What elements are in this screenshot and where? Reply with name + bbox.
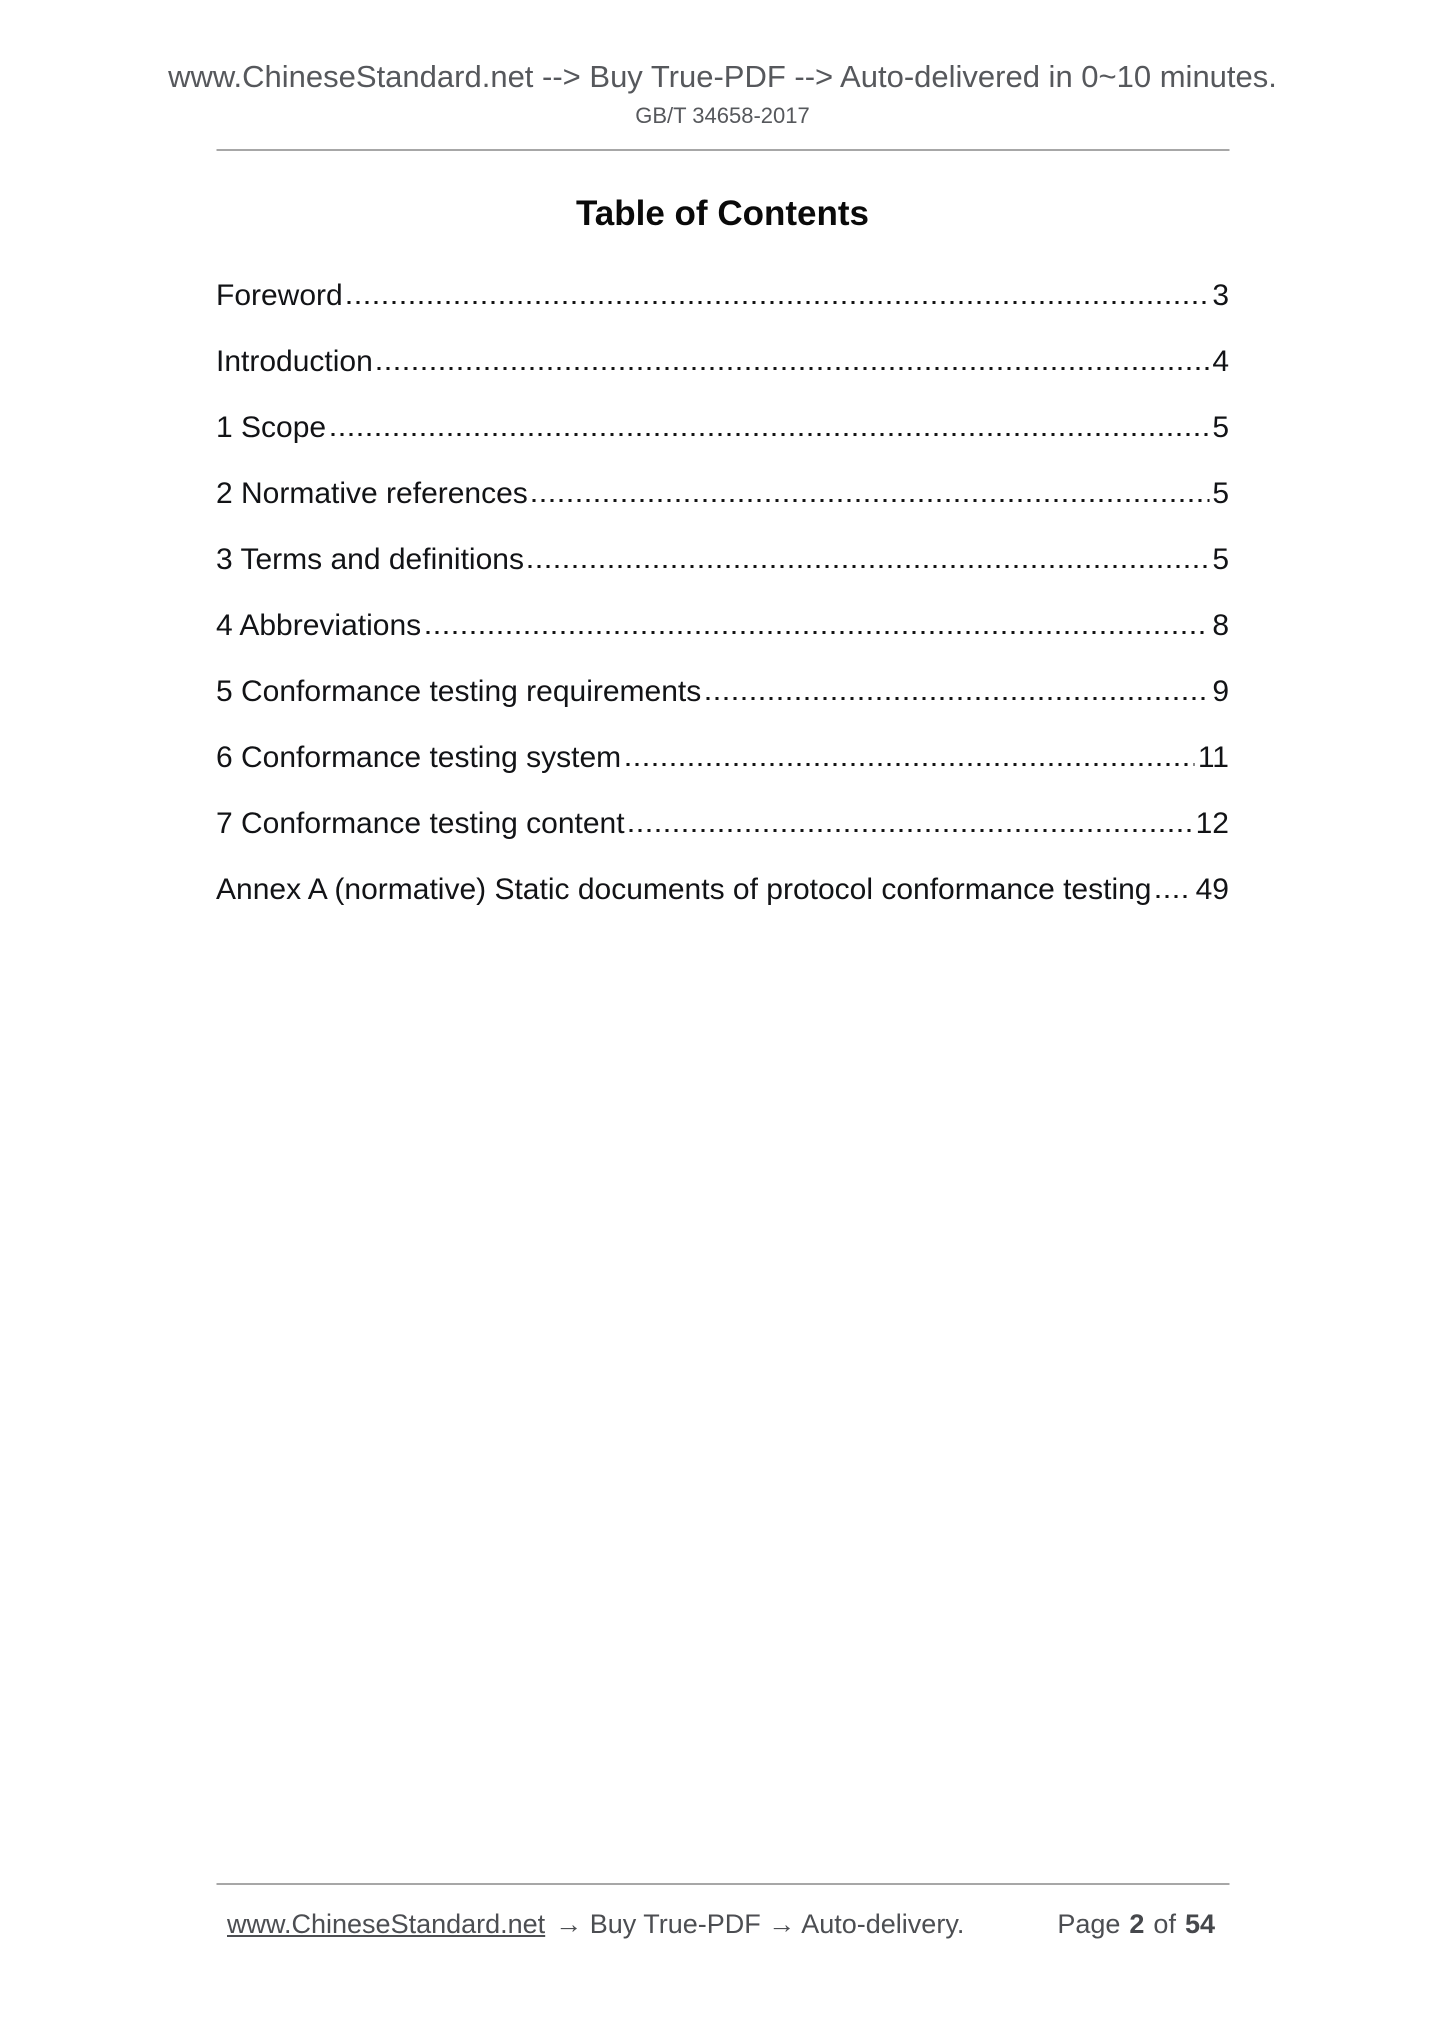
toc-entry	[216, 791, 1229, 857]
toc-entry-label: 3 Terms and definitions	[216, 543, 524, 576]
toc-entry-page: 5	[1212, 411, 1229, 444]
dot-leader	[331, 433, 1209, 436]
page-title: Table of Contents	[576, 194, 869, 233]
toc-entry	[216, 263, 1229, 329]
footer-left	[216, 1907, 964, 1941]
toc-entry	[216, 725, 1229, 791]
toc-entry-page: 8	[1212, 609, 1229, 642]
of-word: of	[1153, 1909, 1176, 1939]
toc-entry-page: 9	[1212, 675, 1229, 708]
dot-leader	[626, 763, 1195, 766]
toc-entry	[216, 659, 1229, 725]
toc-entry-page: 4	[1212, 345, 1229, 378]
current-page-number: 2	[1129, 1909, 1145, 1939]
toc-entry	[216, 593, 1229, 659]
dot-leader	[630, 829, 1193, 832]
dot-leader	[378, 367, 1210, 370]
toc-entry-label: 5 Conformance testing requirements	[216, 675, 702, 708]
footer-website-link[interactable]: www.ChineseStandard.net	[227, 1909, 546, 1939]
toc-entry	[216, 527, 1229, 593]
toc-entry	[216, 857, 1229, 923]
dot-leader	[426, 631, 1209, 634]
toc-entry-page: 11	[1197, 741, 1229, 774]
table-of-contents	[216, 263, 1229, 923]
page-indicator	[1057, 1907, 1229, 1941]
toc-entry-label: 2 Normative references	[216, 477, 528, 510]
dot-leader	[529, 565, 1209, 568]
total-page-count: 54	[1184, 1909, 1215, 1939]
toc-entry-page: 3	[1212, 279, 1229, 312]
dot-leader	[1156, 895, 1192, 898]
toc-entry-label: 4 Abbreviations	[216, 609, 422, 642]
toc-entry	[216, 329, 1229, 395]
footer	[216, 1907, 1229, 1941]
page-word: Page	[1057, 1909, 1121, 1939]
toc-entry-page: 5	[1212, 477, 1229, 510]
toc-entry-label: Foreword	[216, 279, 343, 312]
toc-entry	[216, 461, 1229, 527]
toc-entry-label: 7 Conformance testing content	[216, 807, 625, 840]
toc-entry-label: Introduction	[216, 345, 373, 378]
document-number: GB/T 34658-2017	[635, 103, 810, 128]
footer-tagline: → Buy True-PDF → Auto-delivery.	[555, 1909, 965, 1939]
dot-leader	[348, 301, 1210, 304]
dot-leader	[533, 499, 1210, 502]
toc-entry-label: Annex A (normative) Static documents of protocol conformance testing	[216, 873, 1152, 906]
toc-entry-page: 49	[1195, 873, 1229, 906]
toc-entry-label: 1 Scope	[216, 411, 327, 444]
dot-leader	[706, 697, 1209, 700]
toc-entry-page: 12	[1195, 807, 1229, 840]
header-banner: www.ChineseStandard.net --> Buy True-PDF --> Auto-delivered in 0~10 minutes.	[168, 59, 1277, 94]
toc-entry-label: 6 Conformance testing system	[216, 741, 622, 774]
header-divider	[216, 149, 1229, 151]
footer-divider	[216, 1883, 1229, 1885]
toc-entry-page: 5	[1212, 543, 1229, 576]
toc-entry	[216, 395, 1229, 461]
